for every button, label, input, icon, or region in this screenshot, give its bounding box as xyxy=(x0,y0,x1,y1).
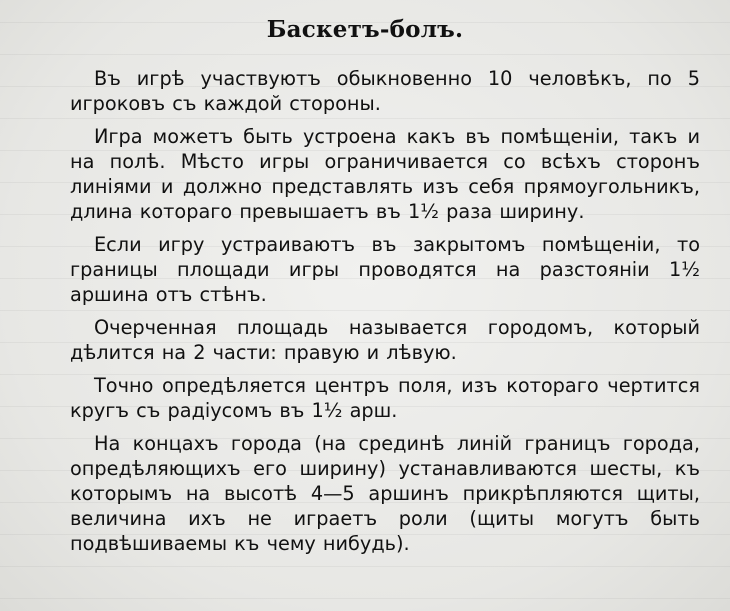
paragraph-poles-and-boards: На концахъ города (на срединѣ линій границъ города, опредѣляющихъ его ширину) устанавливаются шесты, къ которымъ на высотѣ 4—5 аршинъ прикрѣпляются щиты, величина ихъ не играетъ роли (щиты могутъ быть подвѣшиваемы къ чему нибудь). xyxy=(70,432,700,555)
paragraph-indoor-boundaries: Если игру устраиваютъ въ закрытомъ помѣщеніи, то границы площади игры проводятся на разстояніи 1½ аршина отъ стѣнъ. xyxy=(70,233,700,306)
paragraph-players: Въ игрѣ участвуютъ обыкновенно 10 человѣкъ, по 5 игроковъ съ каждой стороны. xyxy=(70,67,700,115)
body-text xyxy=(70,66,700,564)
paragraph-field: Игра можетъ быть устроена какъ въ помѣщеніи, такъ и на полѣ. Мѣсто игры ограничивается со всѣхъ сторонъ линіями и должно представлять изъ себя прямоугольникъ, длина котораго превышаетъ въ 1½ раза ширину. xyxy=(70,125,700,223)
paragraph-city-halves: Очерченная площадь называется городомъ, который дѣлится на 2 части: правую и лѣвую. xyxy=(70,316,700,364)
paragraph-center-circle: Точно опредѣляется центръ поля, изъ котораго чертится кругъ съ радіусомъ въ 1½ арш. xyxy=(70,374,700,422)
page-title: Баскетъ-болъ. xyxy=(266,16,464,43)
